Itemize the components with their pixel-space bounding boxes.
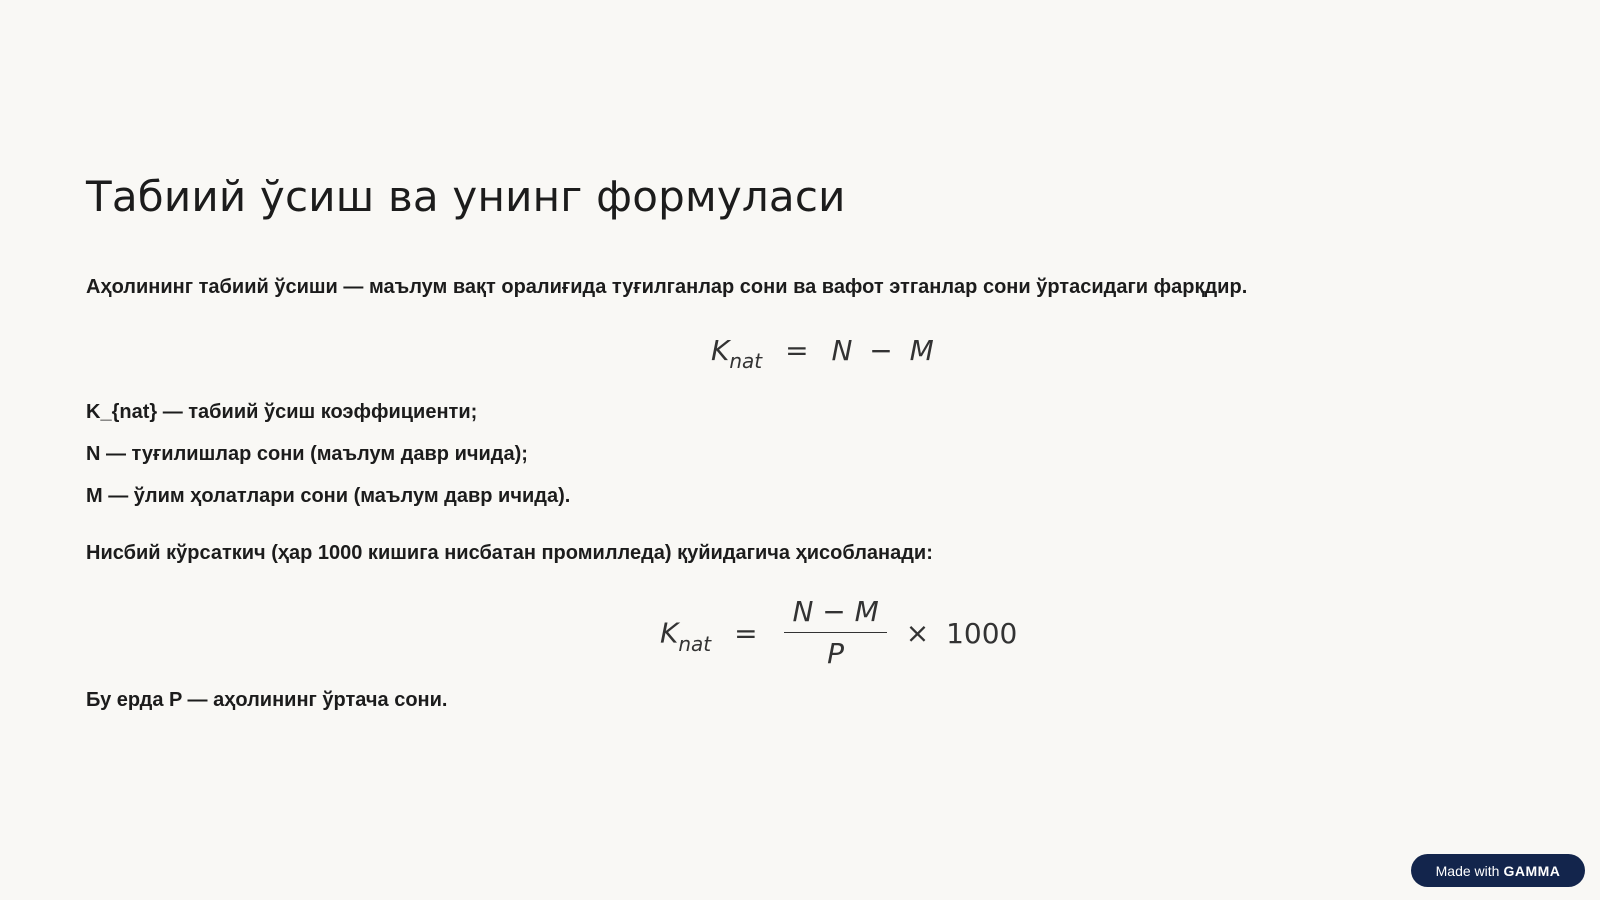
- formula2-lhs-subscript: nat: [678, 631, 712, 656]
- formula1-lhs-subscript: nat: [729, 349, 763, 373]
- legend-item: N — туғилишлар сони (маълум давр ичида);: [86, 443, 528, 465]
- gamma-logo: GAMMA: [1503, 862, 1561, 879]
- formula2-factor: 1000: [946, 616, 1018, 650]
- legend-item: M — ўлим ҳолатлари сони (маълум давр ичида).: [86, 485, 571, 507]
- legend-item: K_{nat} — табиий ўсиш коэффициенти;: [86, 401, 478, 423]
- definition-text: Аҳолининг табиий ўсиши — маълум вақт оралиғида туғилганлар сони ва вафот этганлар сони ўртасидаги фарқдир.: [86, 276, 1248, 298]
- note-text: Бу ерда P — аҳолининг ўртача сони.: [86, 689, 448, 711]
- formula-absolute: [711, 334, 934, 373]
- slide-title: Табиий ўсиш ва унинг формуласи: [86, 172, 846, 221]
- formula-relative: [660, 597, 1017, 672]
- formula1-minus: −: [869, 334, 893, 367]
- formula2-fraction: [784, 595, 886, 670]
- formula1-equals: =: [785, 334, 809, 367]
- formula2-equals: =: [734, 616, 758, 650]
- made-with-gamma-badge[interactable]: [1411, 854, 1585, 887]
- formula2-denominator: P: [827, 637, 845, 670]
- formula1-deaths: M: [909, 334, 934, 367]
- badge-prefix: Made with: [1435, 862, 1500, 879]
- formula2-lhs: K: [660, 616, 679, 650]
- formula2-times: ×: [905, 616, 930, 650]
- formula1-lhs: K: [711, 334, 730, 367]
- relative-indicator-text: Нисбий кўрсаткич (ҳар 1000 кишига нисбатан промилледа) қуйидагича ҳисобланади:: [86, 542, 933, 564]
- formula2-numerator: N − M: [784, 595, 886, 633]
- formula1-births: N: [831, 334, 853, 367]
